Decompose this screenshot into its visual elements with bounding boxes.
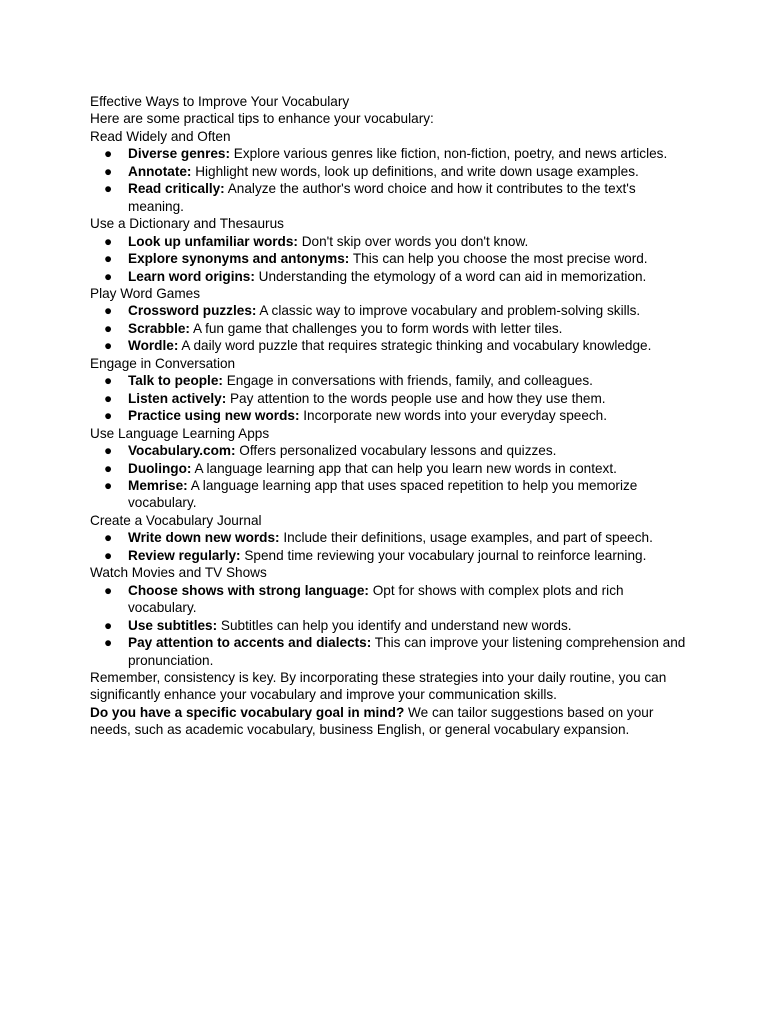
item-text: Don't skip over words you don't know.: [297, 233, 529, 249]
bullet-list: [90, 233, 690, 285]
section-heading: Use a Dictionary and Thesaurus: [90, 216, 284, 232]
item-text: Opt for shows with complex plots and rich vocabulary.: [128, 582, 624, 616]
list-item: [90, 320, 690, 337]
list-item: [90, 268, 690, 285]
sections-container: [90, 128, 690, 669]
item-text: Understanding the etymology of a word can aid in memorization.: [254, 268, 647, 284]
item-term: Learn word origins:: [128, 268, 255, 284]
bullet-icon: ●: [104, 181, 113, 197]
list-item: [90, 302, 690, 319]
list-item: [90, 372, 690, 389]
item-text: This can improve your listening comprehension and pronunciation.: [128, 635, 686, 668]
bullet-icon: ●: [104, 530, 113, 546]
item-term: Pay attention to accents and dialects:: [128, 635, 372, 651]
bullet-list: [90, 442, 690, 512]
item-text: Spend time reviewing your vocabulary journal to reinforce learning.: [240, 547, 647, 563]
item-term: Listen actively:: [128, 390, 227, 406]
bullet-icon: ●: [104, 373, 113, 389]
item-text: Highlight new words, look up definitions, and write down usage examples.: [191, 163, 639, 179]
bullet-icon: ●: [104, 443, 113, 459]
list-item: [90, 617, 690, 634]
list-item: [90, 233, 690, 250]
item-term: Use subtitles:: [128, 617, 218, 633]
section-heading: Use Language Learning Apps: [90, 425, 270, 441]
bullet-list: [90, 582, 690, 669]
item-text: Analyze the author's word choice and how it contributes to the text's meaning.: [128, 181, 636, 214]
bullet-icon: ●: [104, 320, 113, 336]
section-heading: Play Word Games: [90, 285, 201, 301]
document-title: Effective Ways to Improve Your Vocabulary: [90, 94, 350, 109]
section-heading: Read Widely and Often: [90, 128, 231, 144]
bullet-icon: ●: [104, 268, 113, 284]
bullet-list: [90, 529, 690, 564]
list-item: [90, 442, 690, 459]
item-term: Annotate:: [128, 163, 192, 179]
bullet-icon: ●: [104, 146, 113, 162]
item-term: Crossword puzzles:: [128, 303, 257, 319]
item-term: Talk to people:: [128, 373, 223, 389]
item-term: Wordle:: [128, 338, 179, 354]
item-term: Review regularly:: [128, 547, 241, 563]
item-text: This can help you choose the most precise word.: [349, 251, 648, 267]
bullet-icon: ●: [104, 163, 113, 179]
item-term: Explore synonyms and antonyms:: [128, 251, 350, 267]
bullet-icon: ●: [104, 582, 113, 598]
list-item: [90, 460, 690, 477]
list-item: [90, 582, 690, 617]
bullet-icon: ●: [104, 303, 113, 319]
section-heading: Engage in Conversation: [90, 355, 236, 371]
section-heading: Watch Movies and TV Shows: [90, 565, 267, 581]
item-term: Memrise:: [128, 477, 188, 493]
section-heading: Create a Vocabulary Journal: [90, 512, 262, 528]
item-text: Explore various genres like fiction, non-fiction, poetry, and news articles.: [230, 146, 668, 162]
item-text: A daily word puzzle that requires strategic thinking and vocabulary knowledge.: [178, 338, 652, 354]
bullet-icon: ●: [104, 338, 113, 354]
bullet-icon: ●: [104, 547, 113, 563]
bullet-icon: ●: [104, 233, 113, 249]
list-item: [90, 163, 690, 180]
list-item: [90, 145, 690, 162]
item-term: Scrabble:: [128, 320, 190, 336]
question-bold-text: Do you have a specific vocabulary goal in mind?: [90, 704, 405, 720]
item-term: Duolingo:: [128, 460, 192, 476]
item-text: Engage in conversations with friends, family, and colleagues.: [222, 373, 593, 389]
question-text: We can tailor suggestions based on your needs, such as academic vocabulary, business English, or general vocabulary expansion.: [90, 704, 654, 738]
item-text: Pay attention to the words people use and how they use them.: [226, 390, 606, 406]
intro-text: Here are some practical tips to enhance your vocabulary:: [90, 111, 434, 127]
item-text: A fun game that challenges you to form words with letter tiles.: [189, 320, 563, 336]
bullet-icon: ●: [104, 635, 113, 651]
item-text: Subtitles can help you identify and understand new words.: [217, 617, 572, 633]
item-term: Choose shows with strong language:: [128, 582, 369, 598]
closing-paragraph: Remember, consistency is key. By incorporating these strategies into your daily routine, you can significantly enhance your vocabulary and improve your communication skills.: [90, 669, 667, 703]
bullet-list: [90, 372, 690, 424]
item-text: A language learning app that uses spaced repetition to help you memorize vocabulary.: [128, 477, 638, 511]
bullet-icon: ●: [104, 477, 113, 493]
list-item: [90, 337, 690, 354]
bullet-icon: ●: [104, 617, 113, 633]
item-text: A classic way to improve vocabulary and problem-solving skills.: [256, 303, 641, 319]
item-term: Diverse genres:: [128, 146, 231, 162]
bullet-list: [90, 145, 690, 215]
item-term: Write down new words:: [128, 530, 280, 546]
item-term: Practice using new words:: [128, 408, 300, 424]
list-item: [90, 407, 690, 424]
list-item: [90, 529, 690, 546]
item-text: Offers personalized vocabulary lessons and quizzes.: [235, 443, 557, 459]
list-item: [90, 180, 690, 215]
list-item: [90, 547, 690, 564]
item-term: Vocabulary.com:: [128, 443, 236, 459]
item-text: Include their definitions, usage examples, and part of speech.: [279, 530, 653, 546]
bullet-icon: ●: [104, 460, 113, 476]
question-paragraph: [90, 704, 690, 739]
list-item: [90, 477, 690, 512]
item-term: Read critically:: [128, 181, 225, 197]
bullet-icon: ●: [104, 408, 113, 424]
list-item: [90, 390, 690, 407]
item-term: Look up unfamiliar words:: [128, 233, 298, 249]
list-item: [90, 250, 690, 267]
bullet-icon: ●: [104, 251, 113, 267]
item-text: A language learning app that can help you learn new words in context.: [191, 460, 617, 476]
list-item: [90, 634, 690, 669]
bullet-icon: ●: [104, 390, 113, 406]
item-text: Incorporate new words into your everyday speech.: [299, 408, 608, 424]
document-body: [90, 93, 690, 739]
bullet-list: [90, 302, 690, 354]
